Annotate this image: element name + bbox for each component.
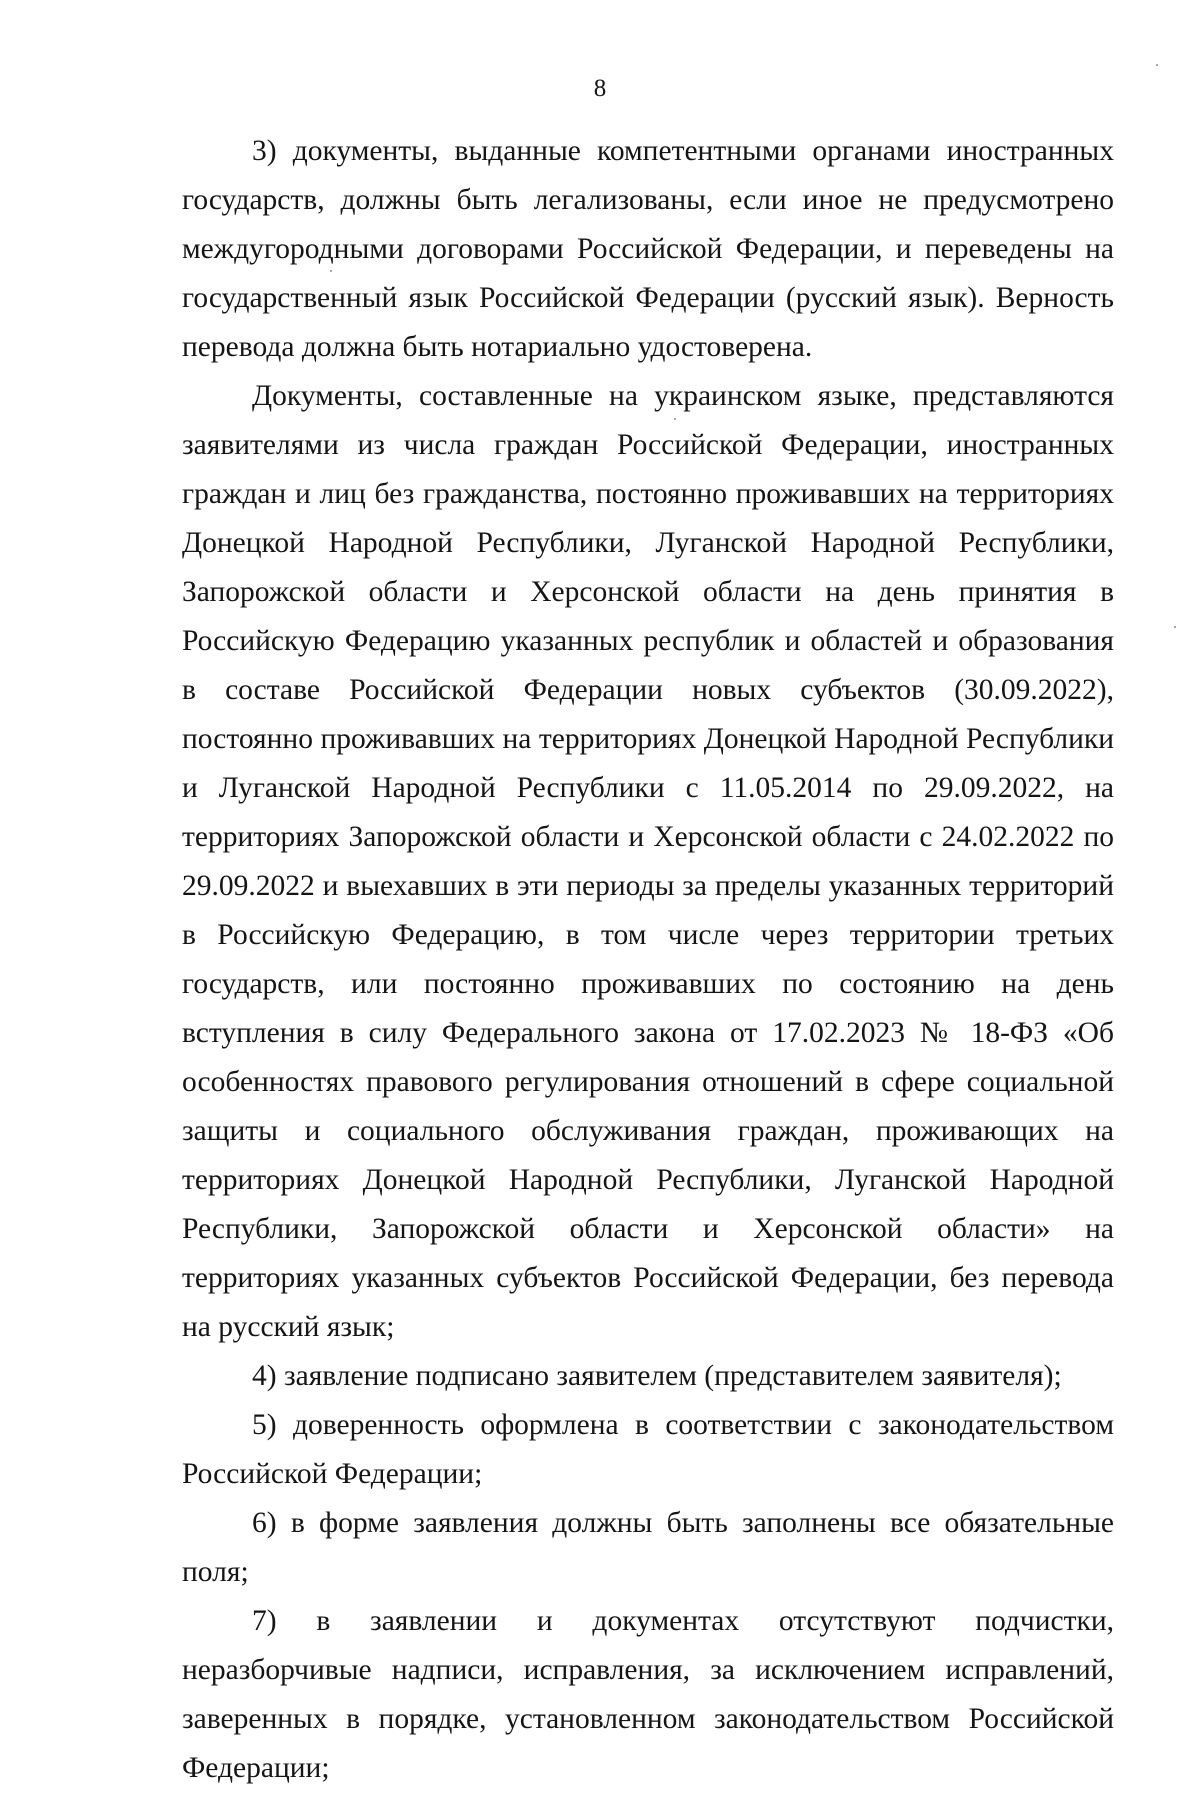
- paragraph-item-3: 3) документы, выданные компетентными органами иностранных государств, должны быть легализованы, если иное не предусмотрено междугородными договорами Российской Федерации, и переведены на государственный язык Российской Федерации (русский язык). Верность перевода должна быть нотариально удостоверена.: [182, 135, 1114, 363]
- paragraph-item-4: 4) заявление подписано заявителем (представителем заявителя);: [252, 1360, 1062, 1392]
- scan-speck: [330, 270, 332, 272]
- page-number: 8: [593, 75, 607, 102]
- paragraph-item-6: 6) в форме заявления должны быть заполнены все обязательные поля;: [182, 1507, 1114, 1588]
- paragraph-item-5: 5) доверенность оформлена в соответствии с законодательством Российской Федерации;: [182, 1409, 1114, 1490]
- paragraph-ukrainian-documents: Документы, составленные на украинском языке, представляются заявителями из числа граждан Российской Федерации, иностранных граждан и лиц без гражданства, постоянно проживавших на территориях Донецкой Народной Республики, Луганской Народной Республики, Запорожской области и Херсонской области на день принятия в Российскую Федерацию указанных республик и областей и образования в составе Российской Федерации новых субъектов (30.09.2022), постоянно проживавших на территориях Донецкой Народной Республики и Луганской Народной Республики с 11.05.2014 по 29.09.2022, на территориях Запорожской области и Херсонской области с 24.02.2022 по 29.09.2022 и выехавших в эти периоды за пределы указанных территорий в Российскую Федерацию, в том числе через территории третьих государств, или постоянно проживавших по состоянию на день вступления в силу Федерального закона от 17.02.2023 № 18-ФЗ «Об особенностях правового регулирования отношений в сфере социальной защиты и социального обслуживания граждан, проживающих на территориях Донецкой Народной Республики, Луганской Народной Республики, Запорожской области и Херсонской области» на территориях указанных субъектов Российской Федерации, без перевода на русский язык;: [182, 380, 1114, 1343]
- scan-speck: [674, 418, 676, 420]
- scan-speck: [1174, 626, 1176, 628]
- scan-speck: [1156, 64, 1158, 66]
- paragraph-item-7: 7) в заявлении и документах отсутствуют подчистки, неразборчивые надписи, исправления, за исключением исправлений, заверенных в порядке, установленном законодательством Российской Федерации;: [182, 1605, 1114, 1784]
- document-body: [182, 127, 1114, 1793]
